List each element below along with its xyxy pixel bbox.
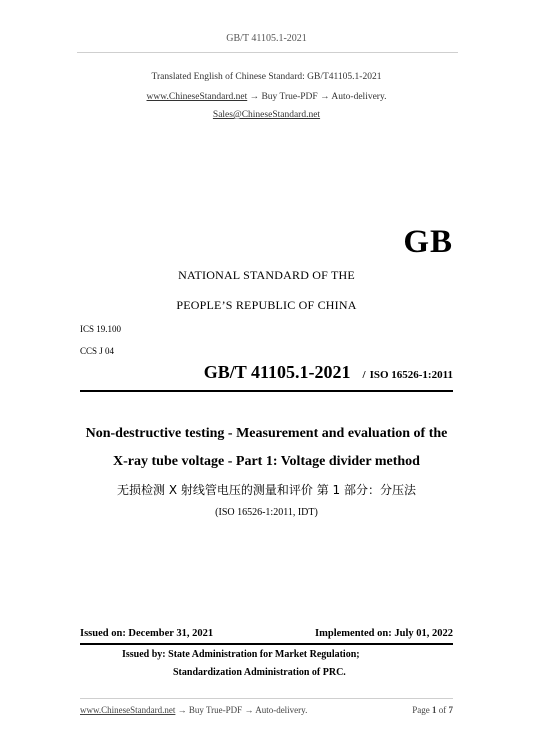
page-indicator (412, 705, 453, 715)
standard-slash: / (362, 369, 366, 381)
title-line2: X-ray tube voltage - Part 1: Voltage divider method (113, 454, 420, 469)
ics-code: ICS 19.100 (80, 324, 122, 334)
header-links (0, 92, 533, 102)
standard-rule (80, 390, 453, 392)
ccs-code: CCS J 04 (80, 346, 115, 356)
issuer-line2: Standardization Administration of PRC. (173, 667, 346, 678)
footer-divider (80, 698, 453, 699)
footer-site-link[interactable]: www.ChineseStandard.net (80, 705, 176, 715)
page-total: 7 (448, 705, 453, 715)
footer-buy-link[interactable]: → Buy True-PDF (177, 705, 243, 715)
gb-logo: GB (403, 224, 453, 260)
issuer-line1: Issued by: State Administration for Market Regulation; (122, 649, 360, 660)
sales-email-row (0, 110, 533, 120)
national-standard-line1: NATIONAL STANDARD OF THE (178, 268, 355, 282)
iso-number: ISO 16526-1:2011 (369, 369, 453, 381)
implemented-date: Implemented on: July 01, 2022 (315, 628, 453, 639)
delivery-text: → Auto-delivery. (320, 92, 387, 102)
header-divider (77, 52, 458, 53)
footer-links (80, 705, 307, 715)
buy-link[interactable]: → Buy True-PDF (249, 92, 318, 102)
national-standard-line2: PEOPLE’S REPUBLIC OF CHINA (176, 298, 357, 312)
running-header: GB/T 41105.1-2021 (226, 33, 307, 44)
standard-number: GB/T 41105.1-2021 (203, 362, 351, 382)
issued-date: Issued on: December 31, 2021 (80, 628, 214, 639)
translation-note: Translated English of Chinese Standard: GB/T41105.1-2021 (151, 72, 382, 82)
adoption-note: (ISO 16526-1:2011, IDT) (215, 507, 318, 518)
sales-email-link[interactable]: Sales@ChineseStandard.net (212, 110, 321, 120)
site-link[interactable]: www.ChineseStandard.net (146, 92, 248, 102)
page-of: of (438, 705, 447, 715)
title-chinese: 无损检测 X 射线管电压的测量和评价 第 1 部分：分压法 (117, 483, 416, 497)
page-label: Page (412, 705, 430, 715)
standard-number-row (204, 362, 453, 383)
footer-delivery-text: → Auto-delivery. (244, 705, 308, 715)
title-line1: Non-destructive testing - Measurement and evaluation of the (85, 426, 448, 441)
dates-rule (80, 643, 453, 645)
page-current: 1 (432, 705, 437, 715)
